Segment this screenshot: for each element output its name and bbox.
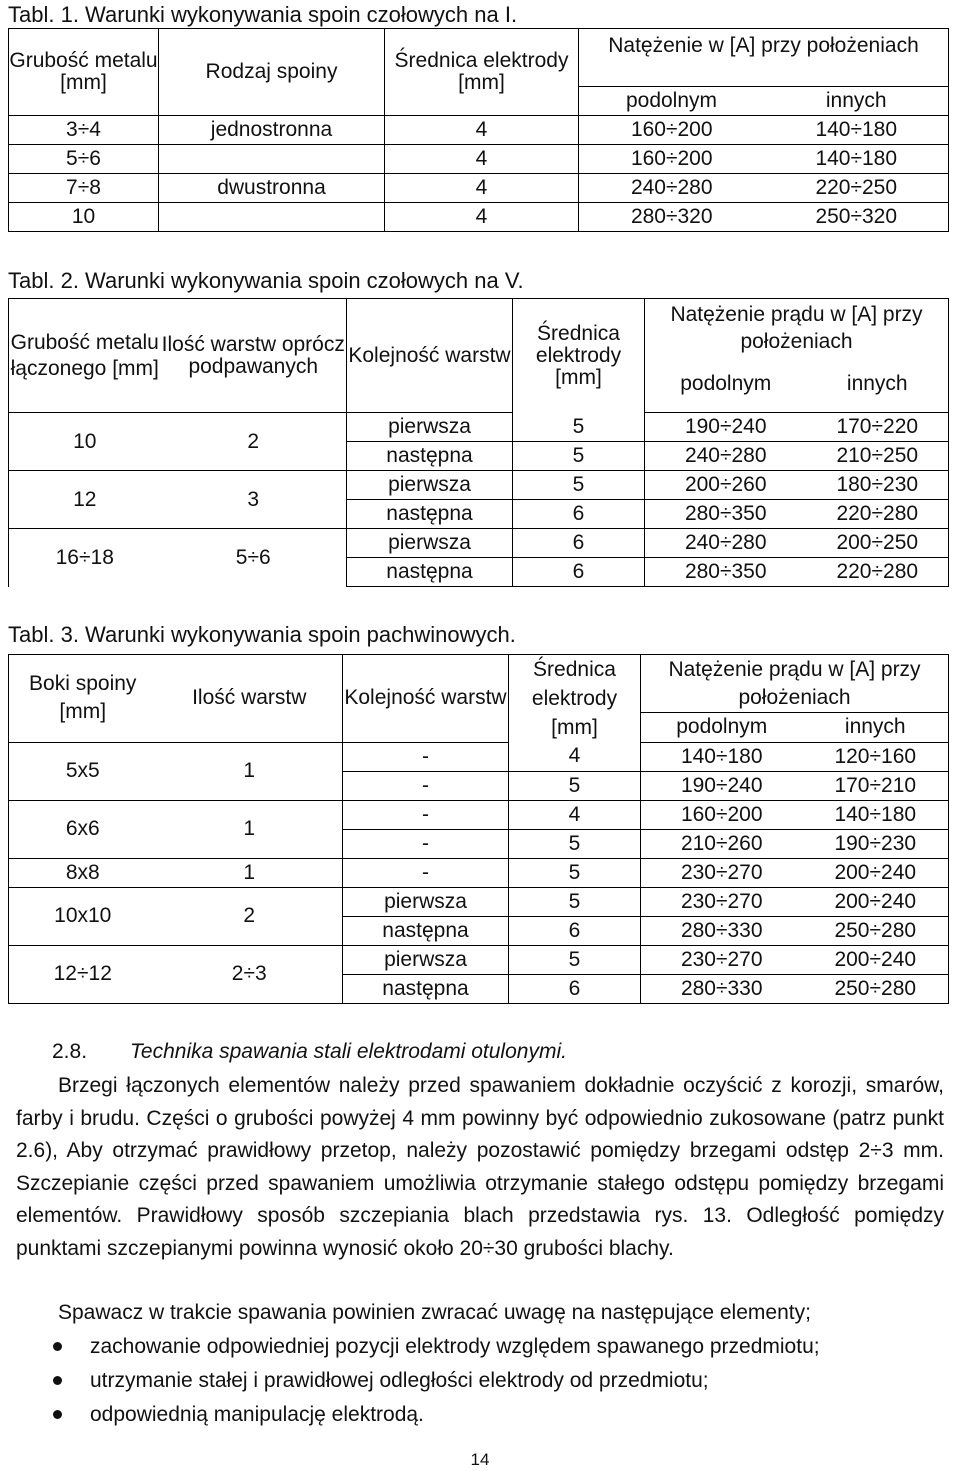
table-cell: 280÷330 (641, 974, 803, 1003)
table-cell: 200÷250 (807, 529, 949, 558)
t3-header-order: Kolejność warstw (343, 655, 509, 743)
table-cell: pierwsza (343, 887, 509, 916)
table-cell: 5 (509, 945, 641, 974)
table-cell: 120÷160 (803, 742, 949, 771)
table-cell: 4 (385, 174, 579, 203)
table-cell: 280÷350 (645, 558, 807, 587)
t3-header-diameter: Średnica elektrody [mm] (509, 655, 641, 743)
section-paragraph: Brzegi łączonych elementów należy przed spawaniem dokładnie oczyścić z korozji, smarów, farby i brudu. Części o grubości powyżej 4 mm powinny być odpowiednio zukosowane (patrz punkt 2.6), Aby otrzymać prawidłowy przetop, należy pozostawić pomiędzy brzegami odstęp 2÷3 mm. Szczepianie części przed spawaniem umożliwia otrzymanie stałego odstępu pomiędzy brzegami elementów. Prawidłowy sposób szczepiania blach przedstawia rys. 13. Odległość pomiędzy punktami szczepianymi powinna wynosić około 20÷30 grubości blachy. (16, 1074, 944, 1260)
table-cell: pierwsza (347, 471, 513, 500)
table-cell: następna (347, 442, 513, 471)
list-item (0, 1401, 820, 1435)
list-item (0, 1333, 820, 1367)
table-cell: 230÷270 (641, 887, 803, 916)
table-cell: 3÷4 (9, 116, 159, 145)
t2-header-layers: Ilość warstw oprócz podpawanych (161, 299, 347, 413)
table-cell: 230÷270 (641, 858, 803, 887)
table-cell: pierwsza (347, 413, 513, 442)
table-cell: 250÷280 (803, 916, 949, 945)
table-cell: 220÷250 (765, 174, 949, 203)
table-cell: - (343, 742, 509, 771)
t2-header-current: Natężenie prądu w [A] przy położeniach (645, 299, 949, 357)
table-cell: 170÷220 (807, 413, 949, 442)
table-cell: 10 (9, 203, 159, 232)
table-cell: 1 (157, 800, 343, 858)
t3-header-sides: Boki spoiny [mm] (9, 655, 157, 743)
table-cell: 5 (513, 413, 645, 442)
table-cell: 2 (243, 904, 256, 927)
t1-header-diameter: Średnica elektrody [mm] (385, 29, 579, 116)
t2-subheader-other: innych (807, 357, 949, 413)
table-cell: 5 (513, 471, 645, 500)
table-cell: 5÷6 (9, 145, 159, 174)
table-cell: 220÷280 (807, 558, 949, 587)
t2-header-thickness: Grubość metalu łączonego [mm] (9, 299, 161, 413)
t3-header-layers: Ilość warstw (157, 655, 343, 743)
table-cell: 7÷8 (9, 174, 159, 203)
table-cell: dwustronna (159, 174, 385, 203)
table-cell: 1 (157, 742, 343, 800)
table-cell: 6 (513, 529, 645, 558)
table-cell: pierwsza (343, 945, 509, 974)
table-cell: 200÷240 (803, 887, 949, 916)
list-item-text: odpowiednią manipulację elektrodą. (90, 1403, 424, 1426)
table-cell: 4 (509, 800, 641, 829)
t2-subheader-flat: podolnym (645, 357, 807, 413)
table-cell: 4 (385, 116, 579, 145)
table-cell: 2÷3 (157, 945, 343, 1003)
table-cell: 16÷18 (9, 529, 161, 587)
table-cell: 250÷320 (765, 203, 949, 232)
list-item-text: zachowanie odpowiedniej pozycji elektrody względem spawanego przedmiotu; (90, 1335, 820, 1358)
table-cell: 2 (161, 413, 347, 471)
table3-caption: Tabl. 3. Warunki wykonywania spoin pachwinowych. (8, 622, 516, 647)
table2 (8, 298, 949, 587)
t2-header-order: Kolejność warstw (347, 299, 513, 413)
t3-subheader-flat: podolnym (641, 713, 803, 742)
table-cell: - (343, 800, 509, 829)
table-cell: 4 (385, 145, 579, 174)
table-cell: 140÷180 (641, 742, 803, 771)
table-cell: jednostronna (159, 116, 385, 145)
table-cell: 140÷180 (765, 145, 949, 174)
table-cell: 160÷200 (579, 145, 765, 174)
table-cell: pierwsza (347, 529, 513, 558)
table-cell: 170÷210 (803, 771, 949, 800)
table-cell: 240÷280 (645, 529, 807, 558)
table-cell: 190÷230 (803, 829, 949, 858)
table-cell: 250÷280 (803, 974, 949, 1003)
table-cell: 280÷350 (645, 500, 807, 529)
table-cell: 220÷280 (807, 500, 949, 529)
instruction-text: Spawacz w trakcie spawania powinien zwracać uwagę na następujące elementy; (58, 1301, 811, 1324)
table-cell: 5 (513, 442, 645, 471)
bullet-list (0, 1333, 820, 1435)
list-item (0, 1367, 820, 1401)
table-cell: 140÷180 (803, 800, 949, 829)
table-cell: 4 (509, 742, 641, 771)
table-cell: 6x6 (9, 800, 157, 858)
t1-header-thickness: Grubość metalu [mm] (9, 29, 159, 116)
bullet-icon (53, 1410, 62, 1419)
table-cell: 10x10 (9, 887, 157, 945)
table-cell: 12 (9, 471, 161, 529)
table-cell: 12÷12 (9, 945, 157, 1003)
table-cell: 200÷240 (803, 858, 949, 887)
table-cell: 240÷280 (579, 174, 765, 203)
table-cell: 5 (509, 887, 641, 916)
table-cell: następna (347, 558, 513, 587)
table-cell: 6 (513, 500, 645, 529)
table-cell: 1 (157, 858, 343, 887)
table-cell: 280÷330 (641, 916, 803, 945)
table-cell: 3 (161, 471, 347, 529)
table-cell: 5 (509, 858, 641, 887)
t1-header-weld-type: Rodzaj spoiny (159, 29, 385, 116)
table-cell: następna (347, 500, 513, 529)
t1-subheader-flat: podolnym (579, 87, 765, 116)
table-cell: następna (343, 916, 509, 945)
section-title: Technika spawania stali elektrodami otulonymi. (130, 1040, 567, 1063)
table1-body (8, 86, 949, 232)
table-cell: 160÷200 (579, 116, 765, 145)
table-cell: 240÷280 (645, 442, 807, 471)
table-cell: 180÷230 (807, 471, 949, 500)
table-cell: 4 (385, 203, 579, 232)
table-cell: 160÷200 (641, 800, 803, 829)
table-cell: - (343, 858, 509, 887)
table2-caption: Tabl. 2. Warunki wykonywania spoin czołowych na V. (8, 268, 524, 293)
table-cell: 140÷180 (765, 116, 949, 145)
table-cell: - (343, 771, 509, 800)
table-cell: 210÷250 (807, 442, 949, 471)
table-cell: 280÷320 (579, 203, 765, 232)
table-cell: 5÷6 (161, 529, 347, 587)
table-cell: 190÷240 (641, 771, 803, 800)
table-cell: 190÷240 (645, 413, 807, 442)
table-cell: 6 (513, 558, 645, 587)
bullet-icon (53, 1342, 62, 1351)
section-heading (52, 1040, 567, 1064)
table-cell: 6 (509, 916, 641, 945)
t3-header-current: Natężenie prądu w [A] przy położeniach (641, 655, 949, 713)
section-number: 2.8. (52, 1040, 88, 1063)
table1-caption: Tabl. 1. Warunki wykonywania spoin czołowych na I. (8, 2, 518, 27)
table-cell: 230÷270 (641, 945, 803, 974)
page-number: 14 (470, 1450, 490, 1469)
table-cell: 5 (509, 771, 641, 800)
table-cell: - (343, 829, 509, 858)
table-cell: 5 (509, 829, 641, 858)
table-cell: następna (343, 974, 509, 1003)
table-cell: 200÷240 (803, 945, 949, 974)
table3 (8, 654, 949, 1004)
table-cell: 200÷260 (645, 471, 807, 500)
bullet-icon (53, 1376, 62, 1385)
t3-subheader-other: innych (803, 713, 949, 742)
table-cell: 6 (509, 974, 641, 1003)
t1-header-current: Natężenie w [A] przy położeniach (608, 34, 919, 57)
table-cell: 5x5 (9, 742, 157, 800)
t2-header-diameter: Średnica elektrody [mm] (513, 299, 645, 413)
table-cell: 10 (9, 413, 161, 471)
table-cell: 8x8 (9, 858, 157, 887)
list-item-text: utrzymanie stałej i prawidłowej odległości elektrody od przedmiotu; (90, 1369, 709, 1392)
table-cell: 210÷260 (641, 829, 803, 858)
t1-subheader-other: innych (765, 87, 949, 116)
